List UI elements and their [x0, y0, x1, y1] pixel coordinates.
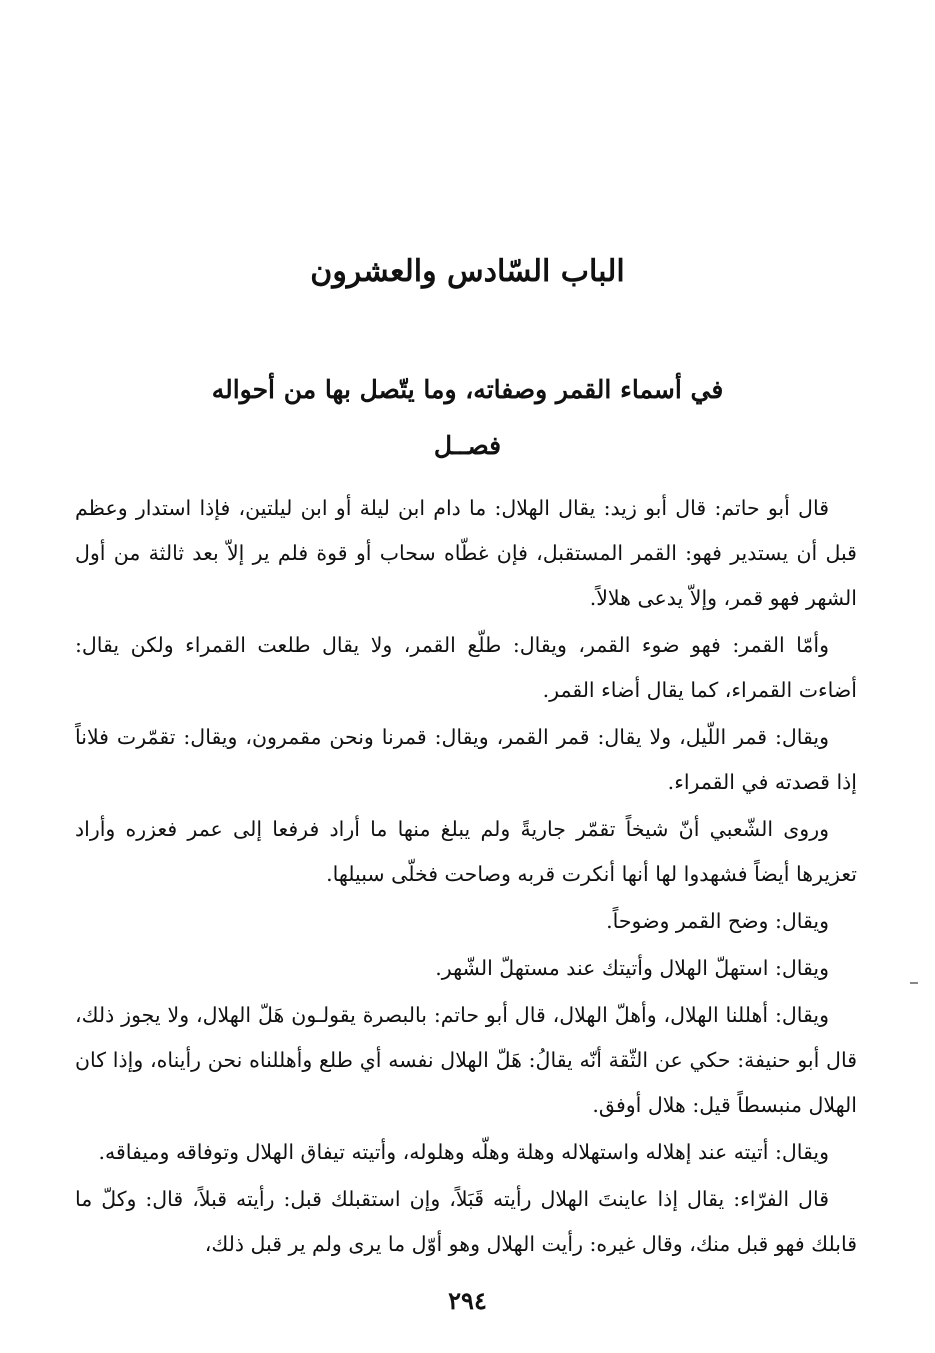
body-text	[75, 486, 857, 1269]
paragraph-5: ويقال: وضح القمر وضوحاً.	[606, 909, 829, 933]
section-heading: فصــل	[433, 431, 502, 460]
margin-mark	[910, 982, 918, 984]
paragraph-3: ويقال: قمر اللّيل، ولا يقال: قمر القمر، ويقال: قمرنا ونحن مقمرون، ويقال: تقمّرت فلاناً إذا قصدته في القمراء.	[75, 725, 857, 794]
page-number: ٢٩٤	[448, 1286, 487, 1315]
chapter-subtitle: في أسماء القمر وصفاته، وما يتّصل بها من أحواله	[211, 375, 724, 404]
paragraph-8: ويقال: أتيته عند إهلاله واستهلاله وهلة وهلّه وهلوله، وأتيته تيفاق الهلال وتوفاقه وميفاقه.	[98, 1140, 829, 1164]
paragraph-7: ويقال: أهللنا الهلال، وأهلّ الهلال، قال أبو حاتم: بالبصرة يقولـون هَلّ الهلال، ولا يجوز ذلك، قال أبو حنيفة: حكي عن الثّقة أنّه يقالُ: هَلّ الهلال نفسه أي طلع وأهللناه نحن رأيناه، وإذا كان الهلال منبسطاً قيل: هلال أوفق.	[75, 1003, 857, 1117]
paragraph-4: وروى الشّعبي أنّ شيخاً تقمّر جاريةً ولم يبلغ منها ما أراد فرفعا إلى عمر فعزره وأراد تعزيرها أيضاً فشهدوا لها أنها أنكرت قربه وصاحت فخلّى سبيلها.	[75, 817, 857, 886]
paragraph-1: قال أبو حاتم: قال أبو زيد: يقال الهلال: ما دام ابن ليلة أو ابن ليلتين، فإذا استدار وعظم قبل أن يستدير فهو: القمر المستقبل، فإن غطّاه سحاب أو قوة فلم ير إلاّ بعد ثالثة من أول الشهر فهو قمر، وإلاّ يدعى هلالاً.	[75, 496, 857, 610]
paragraph-2: وأمّا القمر: فهو ضوء القمر، ويقال: طلّع القمر، ولا يقال طلعت القمراء ولكن يقال: أضاءت القمراء، كما يقال أضاء القمر.	[75, 633, 857, 702]
paragraph-6: ويقال: استهلّ الهلال وأتيتك عند مستهلّ الشّهر.	[435, 956, 829, 980]
chapter-title: الباب السّادس والعشرون	[310, 254, 625, 289]
paragraph-9: قال الفرّاء: يقال إذا عاينتَ الهلال رأيته قَبَلاً، وإن استقبلك قبل: رأيته قبلاً، قال: وكلّ ما قابلك فهو قبل منك، وقال غيره: رأيت الهلال وهو أوّل ما يرى ولم ير قبل ذلك،	[75, 1187, 857, 1256]
